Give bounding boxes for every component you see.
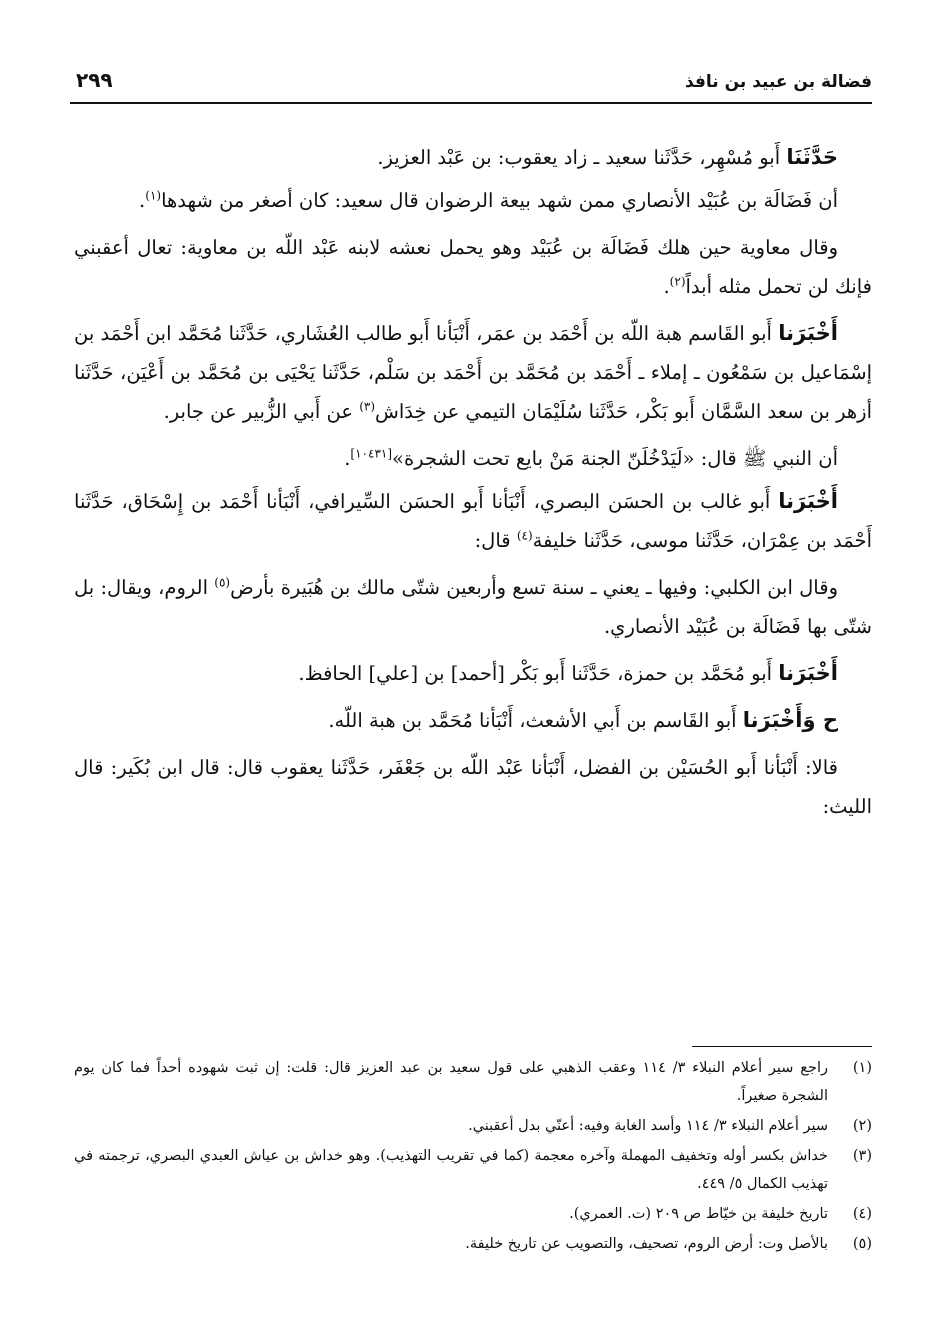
paragraph <box>74 228 872 306</box>
paragraph-text: أَبو القَاسم هبة اللّه بن أَحْمَد بن عمَر، أَنْبَأنا أَبو طالب العُشَاري، حَدَّثَنا مُحَمَّد ابن أَحْمَد بن إسْمَاعيل بن سَمْعُون ـ إملاء ـ أَحْمَد بن مُحَمَّد بن أَحْمَد بن سَلْم، حَدَّثَنا يَحْيَى بن مُحَمَّد بن أَعْيَن، حَدَّثَنا أزهر بن سعد السَّمَّان أَبو بَكْر، حَدَّثَنا سُلَيْمَان التيمي عن خِدَاش <box>74 322 872 423</box>
footnote <box>74 1142 872 1198</box>
footnote-ref: (٤) <box>516 528 533 543</box>
footnote-ref: (٣) <box>359 399 376 414</box>
paragraph <box>74 138 872 177</box>
paragraph <box>74 701 872 740</box>
main-text <box>74 138 872 834</box>
footnote-number: (٥) <box>852 1236 872 1252</box>
paragraph-text: أَبو القَاسم بن أَبي الأشعث، أَنْبَأنا مُحَمَّد بن هبة اللّه. <box>328 709 743 732</box>
footnote-number: (١) <box>852 1060 872 1076</box>
footnote-ref: (٥) <box>214 575 231 590</box>
paragraph <box>74 748 872 826</box>
page-header <box>70 68 872 104</box>
paragraph-text: أن فَضَالَة بن عُبَيْد الأنصاري ممن شهد بيعة الرضوان قال سعيد: كان أصغر من شهدها <box>161 189 838 212</box>
footnote-number: (٢) <box>852 1118 872 1134</box>
footnote <box>74 1230 872 1258</box>
footnote-text: خداش بكسر أوله وتخفيف المهملة وآخره معجمة (كما في تقريب التهذيب). وهو خداش بن عياش العبدي البصري، ترجمته في تهذيب الكمال ٥/ ٤٤٩. <box>74 1148 828 1192</box>
footnote-text: راجع سير أعلام النبلاء ٣/ ١١٤ وعقب الذهبي على قول سعيد بن عبد العزيز قال: قلت: إن ثبت شهوده أحداً فما كان يوم الشجرة صغيراً. <box>74 1060 829 1104</box>
hadith-number: [١٠٤٣١] <box>350 446 393 461</box>
footnote-text: تاريخ خليفة بن خيّاط ص ٢٠٩ (ت. العمري). <box>569 1206 828 1222</box>
isnad-lead: حَدَّثَنَا <box>786 145 838 169</box>
paragraph-tail: . <box>139 189 146 212</box>
isnad-lead: أَخْبَرَنا <box>778 489 838 513</box>
paragraph-text: أَبو مُسْهِر، حَدَّثَنا سعيد ـ زاد يعقوب: بن عَبْد العزيز. <box>377 146 787 169</box>
paragraph-tail: الروم، ويقال: بل شتّى بها فَضَالَة بن عُبَيْد الأنصاري. <box>74 576 872 638</box>
footnote-ref: (١) <box>145 188 162 203</box>
running-title: فضالة بن عبيد بن نافذ <box>684 72 872 92</box>
paragraph-tail: . <box>344 447 351 470</box>
paragraph-text: قالا: أَنْبَأنا أَبو الحُسَيْن بن الفضل، أَنْبَأنا عَبْد اللّه بن جَعْفَر، حَدَّثَنا يعقوب قال: قال ابن بُكَير: قال الليث: <box>74 756 872 818</box>
paragraph-text: وقال ابن الكلبي: وفيها ـ يعني ـ سنة تسع وأربعين شتّى مالك بن هُبَيرة بأرض <box>230 576 838 599</box>
paragraph-tail: قال: <box>474 529 517 552</box>
page-number: ٢٩٩ <box>76 68 113 92</box>
footnote-number: (٤) <box>852 1206 872 1222</box>
isnad-lead: أَخْبَرَنا <box>778 661 838 685</box>
footnote <box>74 1054 872 1110</box>
paragraph <box>74 654 872 693</box>
footnote <box>74 1200 872 1228</box>
paragraph-tail: عن أَبي الزُّبير عن جابر. <box>163 400 360 423</box>
paragraph <box>74 181 872 220</box>
paragraph-text: أن النبي ﷺ قال: «لَيَدْخُلَنّ الجنة مَنْ بايع تحت الشجرة» <box>392 447 838 470</box>
paragraph-tail: . <box>663 275 670 298</box>
isnad-lead: ح وَأَخْبَرَنا <box>742 708 838 732</box>
paragraph-text: وقال معاوية حين هلك فَضَالَة بن عُبَيْد وهو يحمل نعشه لابنه عَبْد اللّه بن معاوية: تعال أعقبني فإنك لن تحمل مثله أبداً <box>74 236 872 298</box>
footnote-number: (٣) <box>852 1148 872 1164</box>
paragraph <box>74 314 872 431</box>
footnote <box>74 1112 872 1140</box>
footnote-text: سير أعلام النبلاء ٣/ ١١٤ وأسد الغابة وفيه: أعنّي بدل أعقبني. <box>468 1118 828 1134</box>
paragraph-text: أَبو مُحَمَّد بن حمزة، حَدَّثَنا أَبو بَكْر [أحمد] بن [علي] الحافظ. <box>298 662 779 685</box>
paragraph <box>74 439 872 478</box>
footnote-text: بالأصل وت: أرض الروم، تصحيف، والتصويب عن تاريخ خليفة. <box>465 1236 828 1252</box>
footnotes <box>74 1054 872 1260</box>
isnad-lead: أَخْبَرَنا <box>778 321 838 345</box>
footnote-divider <box>692 1046 872 1047</box>
paragraph <box>74 482 872 560</box>
paragraph-text: أَبو غالب بن الحسَن البصري، أَنْبَأنا أَبو الحسَن السِّيرافي، أَنْبَأنا أَحْمَد بن إِسْحَاق، حَدَّثَنا أَحْمَد بن عِمْرَان، حَدَّثَنا موسى، حَدَّثَنا خليفة <box>74 490 872 552</box>
footnote-ref: (٢) <box>669 274 686 289</box>
paragraph <box>74 568 872 646</box>
